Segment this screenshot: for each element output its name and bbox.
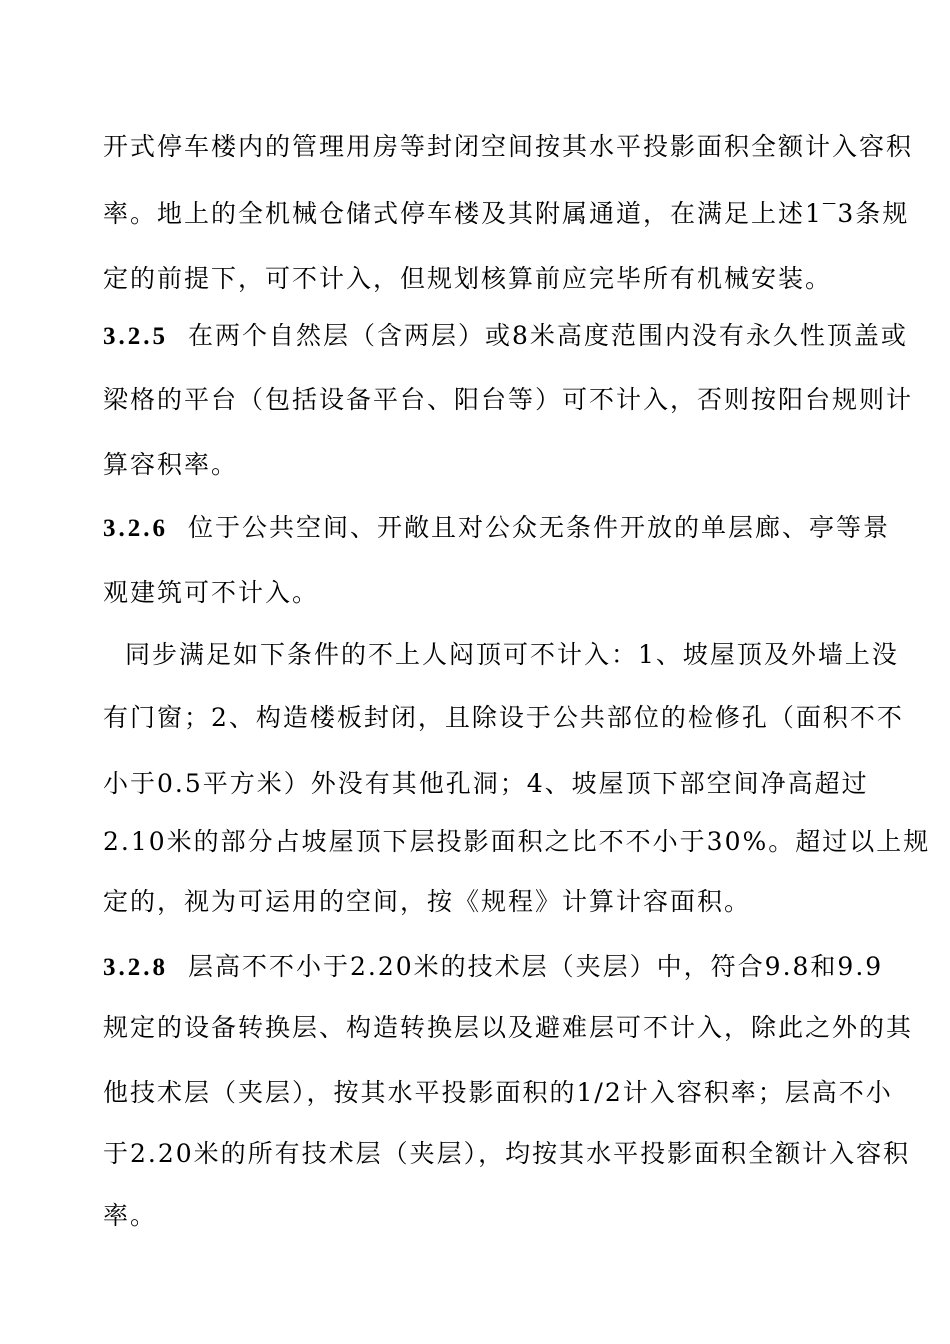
- clause-line: 3.2.8 层高不不小于2.20米的技术层（夹层）中，符合9.8和9.9: [103, 952, 884, 981]
- text-line: 率。: [103, 1201, 158, 1230]
- clause-number: 3.2.5: [103, 323, 168, 350]
- text-line: 2.10米的部分占坡屋顶下层投影面积之比不不小于30%。超过以上规: [103, 827, 931, 856]
- clause-number: 3.2.8: [103, 954, 168, 981]
- clause-number: 3.2.6: [103, 515, 168, 542]
- clause-line: 3.2.5 在两个自然层（含两层）或8米高度范围内没有永久性顶盖或: [103, 321, 908, 350]
- text-line: 小于0.5平方米）外没有其他孔洞；4、坡屋顶下部空间净高超过: [103, 769, 869, 798]
- text-line: 规定的设备转换层、构造转换层以及避难层可不计入，除此之外的其: [103, 1013, 914, 1042]
- text-line: 观建筑可不计入。: [103, 578, 320, 607]
- clause-line: 3.2.6 位于公共空间、开敞且对公众无条件开放的单层廊、亭等景: [103, 513, 891, 542]
- text-line: 有门窗；2、构造楼板封闭，且除设于公共部位的检修孔（面积不不: [103, 703, 904, 732]
- text-line: 定的，视为可运用的空间，按《规程》计算计容面积。: [103, 887, 752, 916]
- text-line: 他技术层（夹层），按其水平投影面积的1/2计入容积率；层高不小: [103, 1078, 893, 1107]
- text-line: 定的前提下，可不计入，但规划核算前应完毕所有机械安装。: [103, 264, 833, 293]
- text-line: 开式停车楼内的管理用房等封闭空间按其水平投影面积全额计入容积: [103, 132, 914, 161]
- text-line: 算容积率。: [103, 450, 239, 479]
- text-line: 梁格的平台（包括设备平台、阳台等）可不计入，否则按阳台规则计: [103, 385, 914, 414]
- text-line: 于2.20米的所有技术层（夹层），均按其水平投影面积全额计入容积: [103, 1139, 911, 1168]
- text-line: 同步满足如下条件的不上人闷顶可不计入：1、坡屋顶及外墙上没: [125, 640, 899, 669]
- text-line: 率。地上的全机械仓储式停车楼及其附属通道，在满足上述1‾3条规: [103, 199, 910, 228]
